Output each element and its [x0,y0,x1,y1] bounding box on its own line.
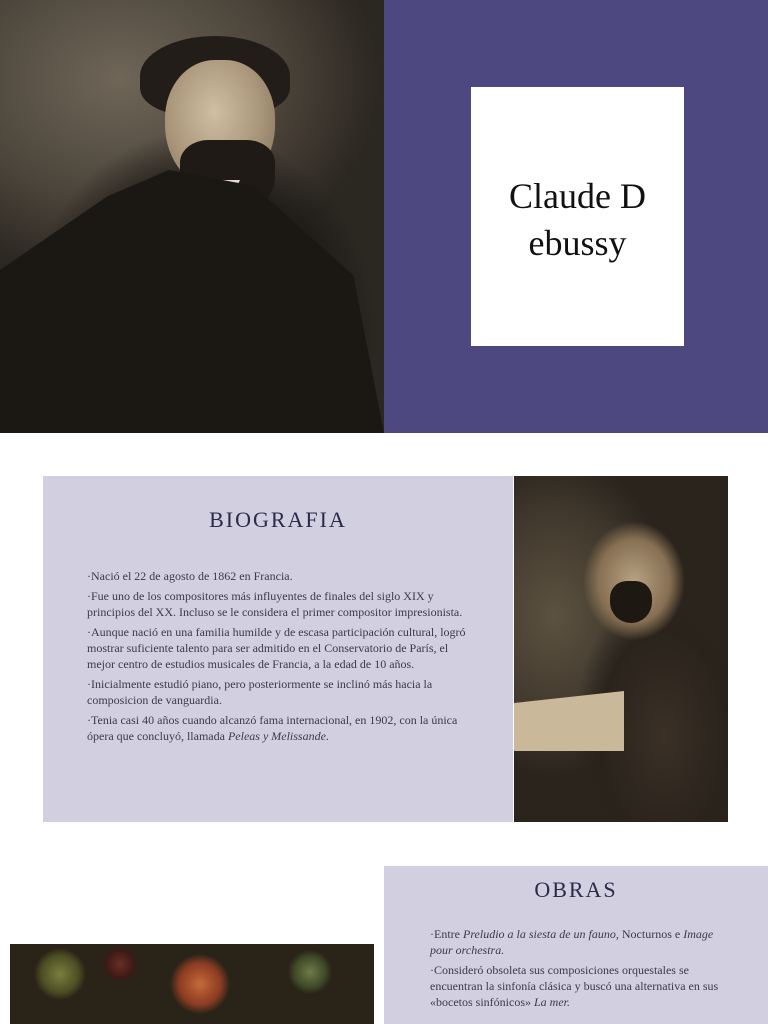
works-slide [0,866,768,1024]
bio-item-text: . [325,729,329,743]
works-item [430,962,730,1010]
biography-panel [43,476,513,822]
title-slide [0,0,768,433]
works-item-text: ·Consideró obsoleta sus composiciones orquestales se encuentran la sinfonía clásica y buscó una alternativa en sus «bocetos sinfónicos» [430,963,719,1009]
works-panel [384,866,768,1024]
opera-title: Peleas y Melissande [227,729,326,743]
works-heading: OBRAS [534,877,618,902]
works-list [430,926,730,1014]
work-title: Image pour orchestra. [430,927,714,957]
bio-item: ·Aunque nació en una familia humilde y de escasa participación cultural, logró mostrar suficiente talento para ser admitido en el Conservatorio de París, el mejor centro de estudios musicales de Francia, a la edad de 10 años. [87,625,466,671]
bio-item: ·Inicialmente estudió piano, pero posteriormente se inclinó más hacia la composicion de vanguardia. [87,677,433,707]
portrait-coat [0,170,384,433]
biography-list [87,568,477,748]
work-title: Preludio a la siesta de un fauno, [462,927,619,941]
bio-item: ·Fue uno de los compositores más influyentes de finales del siglo XIX y principios del XX. Incluso se le considera el primer compositor impresionista. [87,589,463,619]
painting-image [10,944,374,1024]
photo-beard [610,581,652,623]
page-title: Claude Debussy [509,175,646,263]
title-card [471,87,684,346]
bio-item [87,712,477,744]
work-title: La mer. [534,995,571,1009]
bio-item: ·Nació el 22 de agosto de 1862 en Francia. [87,569,293,583]
debussy-seated-photo [514,476,728,822]
debussy-portrait-image [0,0,384,433]
bio-item-text: ·Tenia casi 40 años cuando alcanzó fama internacional, en 1902, con la única ópera que concluyó, llamada [87,713,458,743]
biography-slide [0,433,768,846]
photo-table [514,691,624,751]
biography-heading: BIOGRAFIA [209,507,347,532]
works-item-text: Nocturnos e [618,927,684,941]
works-item-text: ·Entre [430,927,463,941]
works-item [430,926,730,958]
